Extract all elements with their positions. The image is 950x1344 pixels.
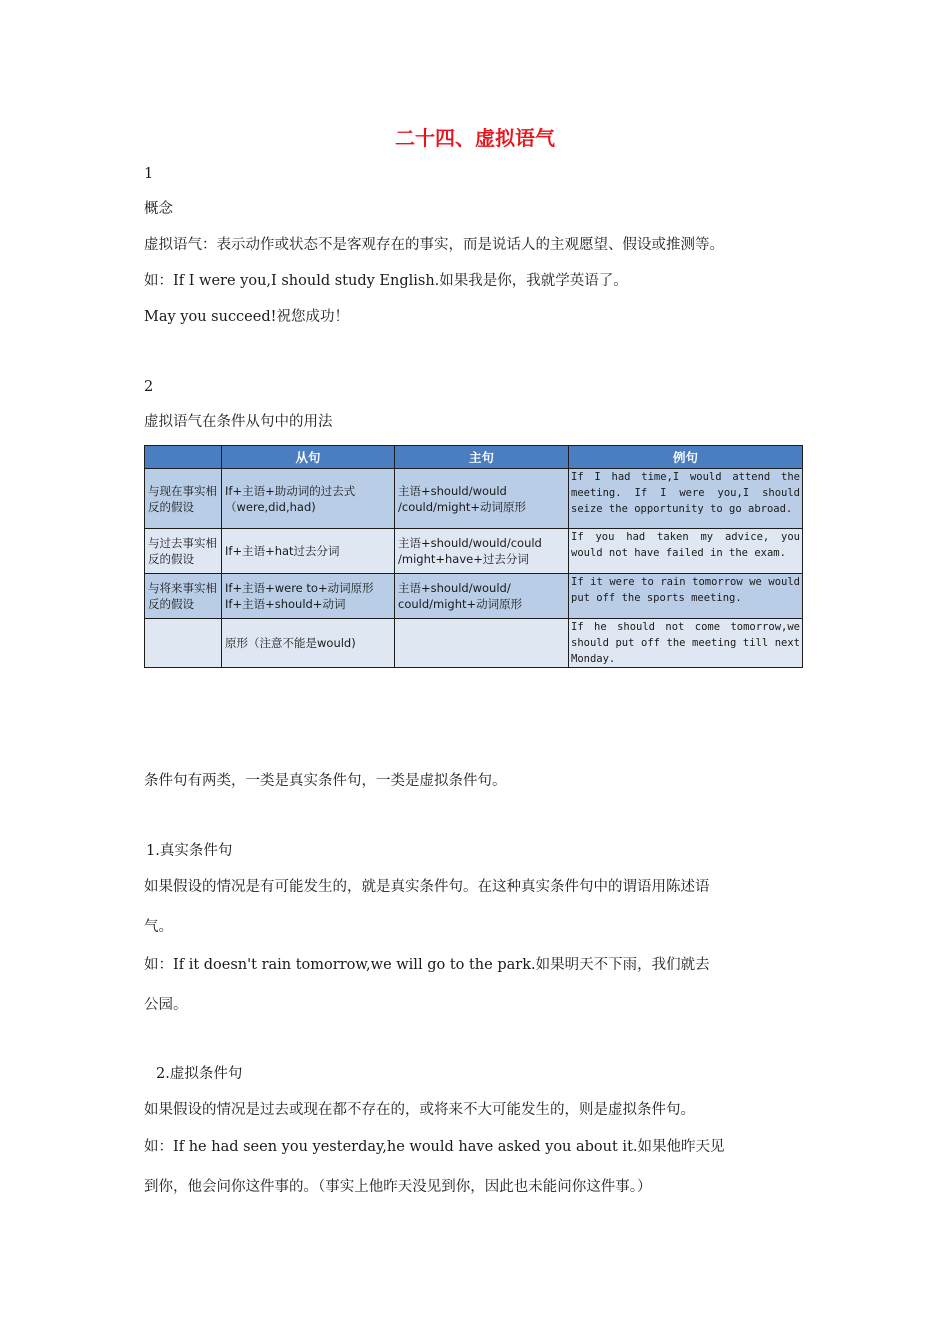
cell-example: If I had time,I would attend the meeting. If I were you,I should seize the opportunity to go abroad.: [569, 469, 803, 529]
header-clause: 从句: [222, 446, 395, 469]
real-conditional-desc-1: 如果假设的情况是有可能发生的，就是真实条件句。在这种真实条件句中的谓语用陈述语: [144, 879, 710, 895]
cell-clause: If+主语+hat过去分词: [222, 529, 395, 574]
unreal-conditional-heading: 2.虚拟条件句: [156, 1066, 243, 1082]
cell-main: 主语+should/would /could/might+动词原形: [395, 469, 569, 529]
header-main: 主句: [395, 446, 569, 469]
conditional-usage-table: [144, 445, 803, 668]
example-text-2: May you succeed!祝您成功！: [144, 309, 349, 325]
table-row: [145, 469, 803, 529]
example-text-1: 如：If I were you,I should study English.如果我是你，我就学英语了。: [144, 273, 628, 289]
real-conditional-desc-2: 气。: [144, 919, 173, 935]
real-conditional-example-2: 公园。: [144, 997, 188, 1013]
unreal-conditional-example-2: 到你，他会问你这件事的。（事实上他昨天没见到你，因此也未能问你这件事。）: [144, 1179, 652, 1195]
section-heading-usage: 虚拟语气在条件从句中的用法: [144, 414, 333, 430]
section-number-2: 2: [144, 379, 154, 395]
section-number-1: 1: [144, 166, 154, 182]
cell-type: 与将来事实相反的假设: [145, 574, 222, 619]
cell-clause: 原形（注意不能是would): [222, 619, 395, 668]
intro-text: 条件句有两类，一类是真实条件句，一类是虚拟条件句。: [144, 773, 507, 789]
definition-text: 虚拟语气：表示动作或状态不是客观存在的事实，而是说话人的主观愿望、假设或推测等。: [144, 237, 724, 253]
header-example: 例句: [569, 446, 803, 469]
cell-clause: If+主语+助动词的过去式（were,did,had): [222, 469, 395, 529]
cell-main: [395, 619, 569, 668]
table-header-row: [145, 446, 803, 469]
cell-type: [145, 619, 222, 668]
section-heading-concept: 概念: [144, 201, 173, 217]
unreal-conditional-example-1: 如：If he had seen you yesterday,he would have asked you about it.如果他昨天见: [144, 1139, 725, 1155]
cell-main: 主语+should/would/could /might+have+过去分词: [395, 529, 569, 574]
cell-example: If you had taken my advice, you would not have failed in the exam.: [569, 529, 803, 574]
table-row: [145, 574, 803, 619]
table-row: [145, 619, 803, 668]
header-type: [145, 446, 222, 469]
real-conditional-heading: 1.真实条件句: [146, 843, 233, 859]
table-row: [145, 529, 803, 574]
cell-example: If he should not come tomorrow,we should put off the meeting till next Monday.: [569, 619, 803, 668]
cell-type: 与过去事实相反的假设: [145, 529, 222, 574]
cell-main: 主语+should/would/ could/might+动词原形: [395, 574, 569, 619]
cell-clause: If+主语+were to+动词原形 If+主语+should+动词: [222, 574, 395, 619]
page-title: 二十四、虚拟语气: [395, 126, 555, 150]
cell-example: If it were to rain tomorrow we would put off the sports meeting.: [569, 574, 803, 619]
real-conditional-example-1: 如：If it doesn't rain tomorrow,we will go to the park.如果明天不下雨，我们就去: [144, 957, 710, 973]
unreal-conditional-desc: 如果假设的情况是过去或现在都不存在的，或将来不大可能发生的，则是虚拟条件句。: [144, 1102, 695, 1118]
cell-type: 与现在事实相反的假设: [145, 469, 222, 529]
